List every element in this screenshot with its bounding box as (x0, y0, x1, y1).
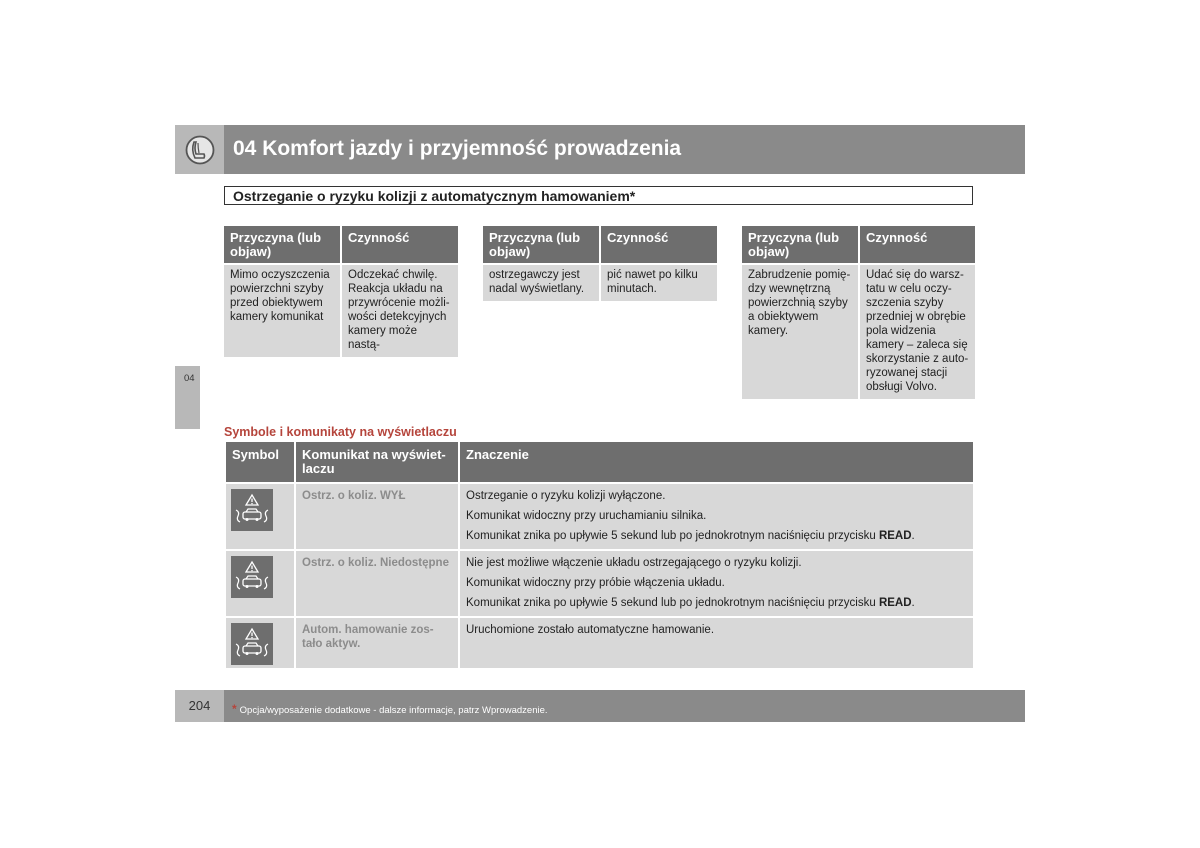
header-message: Komunikat na wyświet-laczu (296, 442, 458, 482)
chapter-side-tab-label: 04 (184, 373, 195, 384)
header-meaning: Znaczenie (460, 442, 973, 482)
page-number: 204 (175, 690, 224, 722)
read-button-label: READ (878, 597, 912, 609)
message-cell: Ostrz. o koliz. WYŁ (296, 484, 458, 549)
meaning-cell (460, 618, 973, 668)
seat-icon (185, 135, 215, 165)
cause-cell: ostrzegawczy jest nadal wyświetlany. (483, 265, 599, 301)
meaning-cell (460, 484, 973, 549)
action-cell: pić nawet po kilku minutach. (601, 265, 717, 301)
meaning-text-end: . (911, 530, 915, 542)
footnote-text: Opcja/wyposażenie dodatkowe - dalsze informacje, patrz Wprowadzenie. (239, 705, 548, 716)
symbols-heading: Symbole i komunikaty na wyświetlaczu (224, 425, 457, 439)
meaning-line: Komunikat widoczny przy uruchamianiu silnika. (466, 510, 707, 522)
table-row (226, 551, 973, 616)
symbol-cell (226, 551, 294, 616)
header-cause: Przyczyna (lub objaw) (483, 226, 599, 265)
message-cell: Ostrz. o koliz. Niedostępne (296, 551, 458, 616)
meaning-text-end: . (911, 597, 915, 609)
footnote-star: * (232, 702, 237, 716)
meaning-line: Komunikat widoczny przy próbie włączenia układu. (466, 577, 725, 589)
cause-table-2 (481, 226, 719, 301)
meaning-cell (460, 551, 973, 616)
page-title: 04 Komfort jazdy i przyjemność prowadzenia (233, 137, 682, 160)
meaning-line: Uruchomione zostało automatyczne hamowanie. (466, 624, 715, 636)
collision-warning-icon (231, 489, 273, 531)
cause-cell: Mimo oczyszczenia powierzchni szyby przed obiektywem kamery komunikat (224, 265, 340, 357)
meaning-line: Ostrzeganie o ryzyku kolizji wyłączone. (466, 490, 666, 502)
meaning-text: Komunikat znika po upływie 5 sekund lub po jednokrotnym naciśnięciu przycisku (466, 530, 879, 542)
cause-table-1 (222, 226, 460, 357)
collision-warning-icon (231, 623, 273, 665)
meaning-text: Komunikat znika po upływie 5 sekund lub po jednokrotnym naciśnięciu przycisku (466, 597, 879, 609)
meaning-line (466, 596, 967, 610)
header-symbol: Symbol (226, 442, 294, 482)
symbol-cell (226, 618, 294, 668)
footer-note (232, 702, 548, 716)
section-heading: Ostrzeganie o ryzyku kolizji z automatycznym hamowaniem* (224, 186, 973, 205)
read-button-label: READ (878, 530, 912, 542)
cause-cell: Zabrudzenie pomię-dzy wewnętrzną powierzchnią szyby a obiektywem kamery. (742, 265, 858, 399)
meaning-line: Nie jest możliwe włączenie układu ostrzegającego o ryzyku kolizji. (466, 557, 802, 569)
symbols-table (224, 440, 975, 670)
header-action: Czynność (860, 226, 975, 265)
header-cause: Przyczyna (lub objaw) (224, 226, 340, 265)
action-cell: Odczekać chwilę. Reakcja układu na przywrócenie możli-wości detekcyjnych kamery może nastą- (342, 265, 458, 357)
collision-warning-icon (231, 556, 273, 598)
message-cell: Autom. hamowanie zos-tało aktyw. (296, 618, 458, 668)
symbol-cell (226, 484, 294, 549)
cause-table-3 (740, 226, 977, 399)
action-cell: Udać się do warsz-tatu w celu oczy-szczenia szyby przedniej w obrębie pola widzenia kamery – zaleca się skorzystanie z auto-ryzowanej stacji obsługi Volvo. (860, 265, 975, 399)
header-cause: Przyczyna (lub objaw) (742, 226, 858, 265)
table-row (226, 484, 973, 549)
header-action: Czynność (342, 226, 458, 265)
table-row (226, 618, 973, 668)
meaning-line (466, 529, 967, 543)
header-action: Czynność (601, 226, 717, 265)
